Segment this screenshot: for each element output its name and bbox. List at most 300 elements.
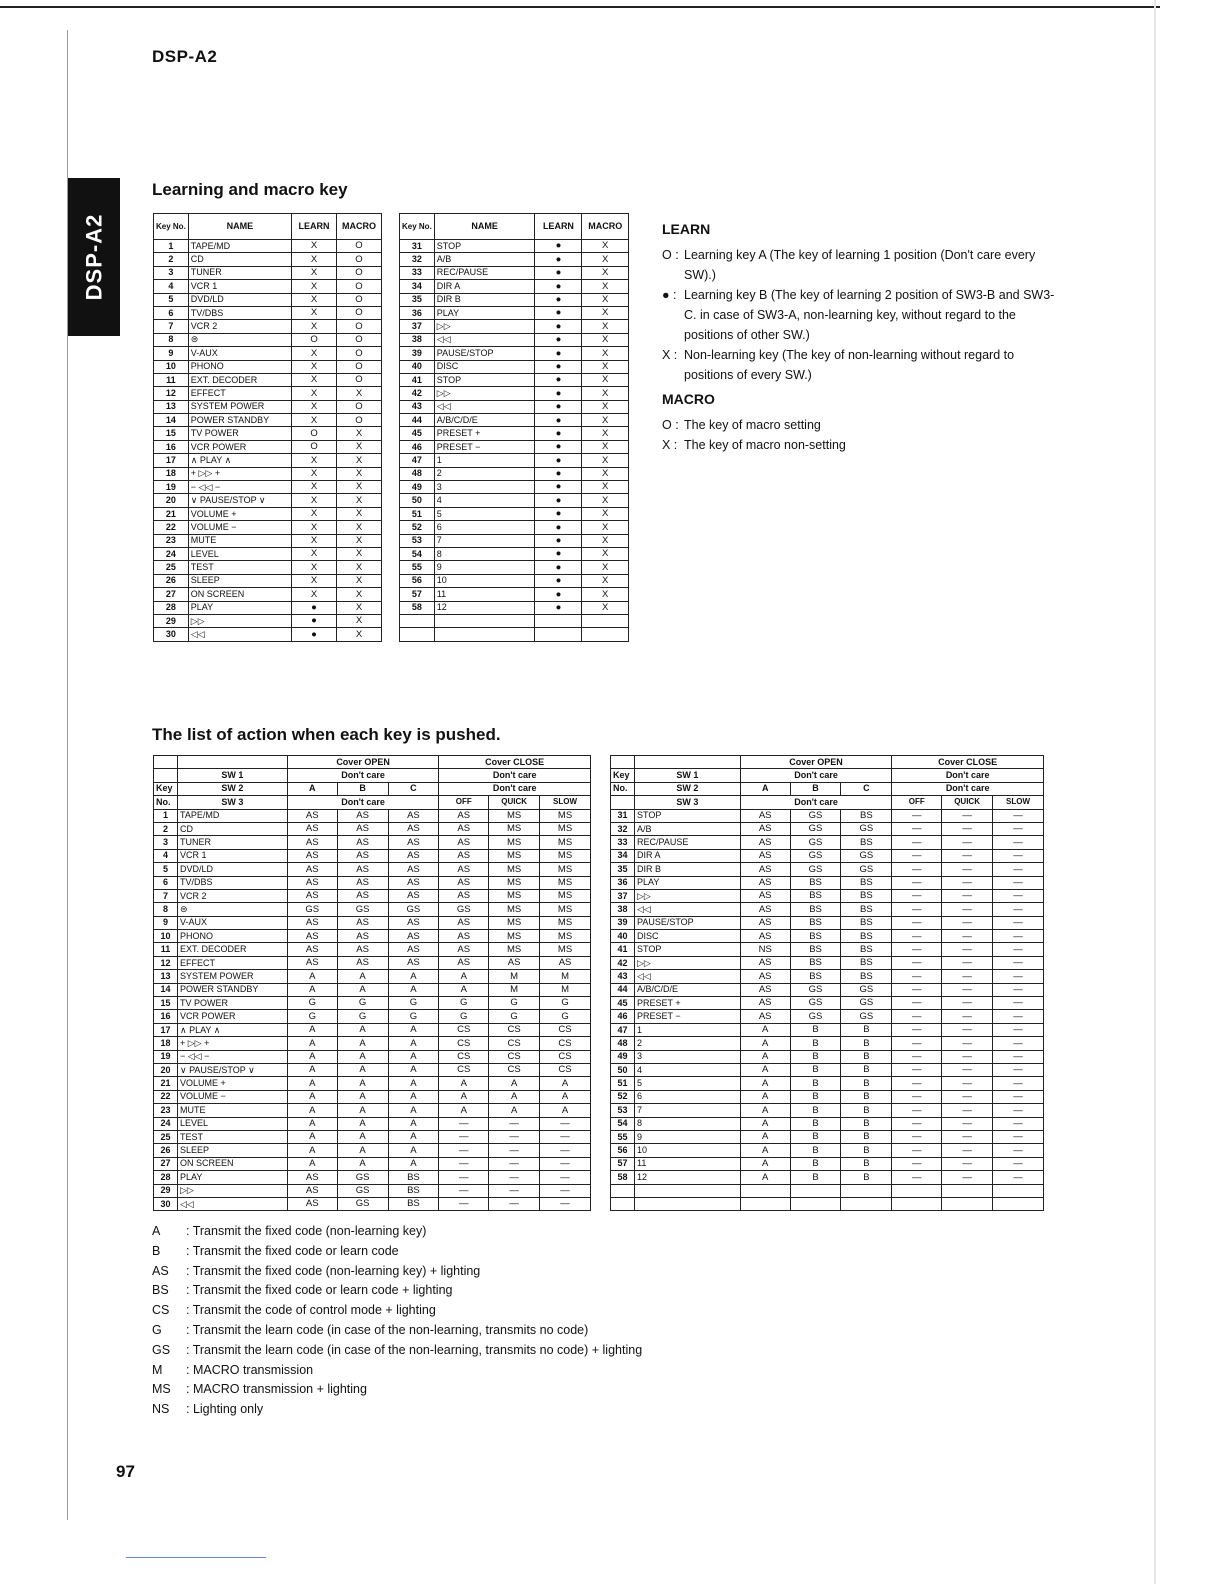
key-number-cell [611, 1197, 635, 1210]
value-cell: AS [287, 1197, 337, 1210]
key-number-cell: 33 [611, 836, 635, 849]
key-name-cell: VOLUME + [188, 507, 291, 520]
key-name-cell: STOP [434, 240, 535, 253]
col-quick: QUICK [489, 796, 540, 809]
value-cell: GS [790, 1010, 841, 1023]
table-row [611, 1090, 1044, 1103]
value-cell: G [287, 997, 337, 1010]
table-row [154, 849, 591, 862]
value-cell: BS [790, 970, 841, 983]
value-cell: G [489, 997, 540, 1010]
value-cell: A [287, 970, 337, 983]
value-cell: X [582, 494, 629, 507]
table-row [611, 1010, 1044, 1023]
value-cell: X [582, 240, 629, 253]
value-cell: X [337, 454, 382, 467]
col-slow: SLOW [993, 796, 1044, 809]
value-cell: BS [790, 916, 841, 929]
table-row [154, 903, 591, 916]
key-number-cell: 8 [154, 333, 189, 346]
sw2-label: SW 2 [634, 782, 740, 795]
key-name-cell: MUTE [177, 1104, 287, 1117]
key-name-cell: + ▷▷ + [177, 1037, 287, 1050]
value-cell: A [337, 1104, 388, 1117]
value-cell: A [439, 1104, 489, 1117]
value-cell: AS [388, 930, 439, 943]
value-cell: X [582, 280, 629, 293]
value-cell: MS [540, 849, 591, 862]
value-cell: X [292, 534, 337, 547]
value-cell: GS [841, 983, 892, 996]
value-cell: — [892, 956, 942, 969]
key-name-cell: CD [177, 822, 287, 835]
value-cell: — [540, 1117, 591, 1130]
value-cell [942, 1184, 993, 1197]
value-cell: GS [337, 1171, 388, 1184]
key-name-cell: STOP [634, 943, 740, 956]
legend-item: O : Learning key A (The key of learning 1 position (Don't care every SW).) [662, 248, 1036, 282]
value-cell: O [337, 293, 382, 306]
value-cell: — [892, 1144, 942, 1157]
key-number-cell: 13 [154, 970, 178, 983]
key-number-cell: 26 [154, 574, 189, 587]
value-cell: — [540, 1130, 591, 1143]
value-cell: AS [287, 876, 337, 889]
value-cell: — [892, 822, 942, 835]
value-cell: A [740, 1144, 790, 1157]
value-cell: — [993, 956, 1044, 969]
key-number-cell: 37 [611, 889, 635, 902]
value-cell: A [337, 1117, 388, 1130]
value-cell: ● [535, 454, 582, 467]
value-cell: O [292, 333, 337, 346]
key-name-cell: A/B [634, 822, 740, 835]
value-cell: — [892, 1063, 942, 1076]
value-cell: MS [540, 903, 591, 916]
key-number-cell: 27 [154, 1157, 178, 1170]
value-cell: AS [740, 836, 790, 849]
value-cell [535, 614, 582, 627]
key-name-cell: TV POWER [177, 997, 287, 1010]
key-number-cell: 52 [611, 1090, 635, 1103]
value-cell: A [388, 1130, 439, 1143]
value-cell: X [582, 266, 629, 279]
legend-item: X : The key of macro non-setting [662, 438, 846, 452]
table-row [611, 1037, 1044, 1050]
key-name-cell: 1 [634, 1023, 740, 1036]
value-cell: B [790, 1104, 841, 1117]
value-cell: — [942, 1104, 993, 1117]
key-name-cell: TAPE/MD [177, 809, 287, 822]
key-number-cell: 39 [611, 916, 635, 929]
value-cell: — [892, 863, 942, 876]
value-cell: AS [439, 876, 489, 889]
table-row [611, 889, 1044, 902]
value-cell: — [892, 836, 942, 849]
key-name-cell: TAPE/MD [188, 240, 291, 253]
value-cell: X [337, 628, 382, 641]
value-cell: — [942, 1077, 993, 1090]
key-number-cell: 44 [400, 414, 435, 427]
key-name-cell: ▷▷ [434, 387, 535, 400]
key-name-cell: PLAY [177, 1171, 287, 1184]
value-cell: BS [388, 1197, 439, 1210]
key-name-cell: EFFECT [177, 956, 287, 969]
key-number-cell: 47 [611, 1023, 635, 1036]
value-cell: X [292, 280, 337, 293]
table-row [400, 414, 629, 427]
value-cell: A [337, 1157, 388, 1170]
value-cell: BS [841, 876, 892, 889]
key-number-cell: 28 [154, 1171, 178, 1184]
value-cell: MS [489, 863, 540, 876]
key-name-cell: 8 [434, 547, 535, 560]
value-cell: X [582, 601, 629, 614]
value-cell: GS [337, 1184, 388, 1197]
sw3-label: SW 3 [634, 796, 740, 809]
value-cell: ● [535, 280, 582, 293]
value-cell: — [993, 1130, 1044, 1143]
key-number-cell: 42 [400, 387, 435, 400]
value-cell: — [993, 822, 1044, 835]
value-cell: MS [489, 836, 540, 849]
value-cell: AS [337, 943, 388, 956]
value-cell [582, 614, 629, 627]
table-row [154, 943, 591, 956]
key-name-cell: ▷▷ [177, 1184, 287, 1197]
value-cell: — [892, 1157, 942, 1170]
value-cell: BS [841, 836, 892, 849]
key-number-cell: 34 [400, 280, 435, 293]
value-cell: AS [388, 876, 439, 889]
key-name-cell: 5 [434, 507, 535, 520]
value-cell: AS [740, 1010, 790, 1023]
value-cell: A [439, 983, 489, 996]
key-number-cell: 1 [154, 809, 178, 822]
abbr-item: NS : Lighting only [152, 1402, 264, 1417]
value-cell: — [892, 943, 942, 956]
value-cell: — [993, 970, 1044, 983]
key-name-cell: TV/DBS [188, 306, 291, 319]
value-cell: MS [540, 876, 591, 889]
abbr-item: BS : Transmit the fixed code or learn code + lighting [152, 1283, 453, 1298]
value-cell: X [582, 306, 629, 319]
key-name-cell: SLEEP [177, 1144, 287, 1157]
side-tab-label: DSP-A2 [81, 213, 106, 301]
table-row [400, 240, 629, 253]
col-c: C [841, 782, 892, 795]
value-cell: X [337, 534, 382, 547]
table-row [154, 360, 382, 373]
value-cell: A [740, 1077, 790, 1090]
value-cell: A [740, 1023, 790, 1036]
value-cell: — [439, 1144, 489, 1157]
value-cell: — [942, 1023, 993, 1036]
value-cell [942, 1197, 993, 1210]
value-cell: A [388, 1023, 439, 1036]
key-number-cell [400, 614, 435, 627]
value-cell: — [942, 889, 993, 902]
key-number-cell: 10 [154, 360, 189, 373]
table-row [154, 930, 591, 943]
key-name-cell: ◁◁ [434, 333, 535, 346]
key-name-cell: ON SCREEN [188, 588, 291, 601]
value-cell: — [439, 1197, 489, 1210]
key-name-cell: CD [188, 253, 291, 266]
key-name-cell: POWER STANDBY [177, 983, 287, 996]
value-cell: AS [287, 1184, 337, 1197]
key-name-cell: ∨ PAUSE/STOP ∨ [177, 1063, 287, 1076]
value-cell [841, 1197, 892, 1210]
value-cell: B [841, 1104, 892, 1117]
value-cell: BS [790, 903, 841, 916]
key-number-cell: 17 [154, 1023, 178, 1036]
key-number-cell: 8 [154, 903, 178, 916]
key-name-cell: LEVEL [188, 547, 291, 560]
value-cell: — [540, 1157, 591, 1170]
table-row [611, 1117, 1044, 1130]
learning-table-left [153, 213, 382, 642]
key-name-cell: PHONO [188, 360, 291, 373]
key-number-cell: 29 [154, 614, 189, 627]
col-key-no: Key No. [154, 214, 189, 240]
value-cell: — [993, 943, 1044, 956]
value-cell: — [489, 1130, 540, 1143]
value-cell: — [439, 1117, 489, 1130]
value-cell: A [337, 1063, 388, 1076]
value-cell: O [337, 240, 382, 253]
key-number-cell: 41 [400, 373, 435, 386]
value-cell: ● [535, 481, 582, 494]
key-number-cell: 16 [154, 440, 189, 453]
value-cell: X [337, 547, 382, 560]
key-number-cell: 25 [154, 1130, 178, 1143]
value-cell: MS [489, 916, 540, 929]
value-cell: — [993, 836, 1044, 849]
col-name: NAME [434, 214, 535, 240]
value-cell: A [287, 1104, 337, 1117]
key-name-cell: DVD/LD [188, 293, 291, 306]
action-table-left [153, 755, 591, 1211]
col-macro: MACRO [582, 214, 629, 240]
key-number-cell: 38 [400, 333, 435, 346]
key-name-cell: A/B [434, 253, 535, 266]
table-row [154, 347, 382, 360]
col-off: OFF [439, 796, 489, 809]
key-name-cell: TUNER [177, 836, 287, 849]
value-cell: — [942, 1171, 993, 1184]
value-cell: — [892, 1050, 942, 1063]
value-cell: B [841, 1171, 892, 1184]
value-cell: ● [535, 494, 582, 507]
key-name-cell: VOLUME − [188, 521, 291, 534]
value-cell: X [292, 387, 337, 400]
table-row [400, 360, 629, 373]
table-row [154, 440, 382, 453]
value-cell: AS [337, 930, 388, 943]
value-cell: X [292, 360, 337, 373]
key-number-cell: 30 [154, 1197, 178, 1210]
key-name-cell: 10 [634, 1144, 740, 1157]
key-number-cell: 1 [154, 240, 189, 253]
key-name-cell: ◁◁ [434, 400, 535, 413]
key-label: Key [611, 769, 635, 782]
value-cell: MS [540, 943, 591, 956]
value-cell: — [489, 1117, 540, 1130]
footer-rule [126, 1557, 266, 1558]
key-number-cell: 18 [154, 467, 189, 480]
key-number-cell: 43 [400, 400, 435, 413]
key-number-cell: 24 [154, 547, 189, 560]
value-cell: — [892, 903, 942, 916]
key-number-cell: 58 [400, 601, 435, 614]
value-cell: — [942, 997, 993, 1010]
table-row [154, 333, 382, 346]
legend-item: O : The key of macro setting [662, 418, 821, 432]
value-cell: B [841, 1090, 892, 1103]
value-cell: X [582, 414, 629, 427]
value-cell: A [740, 1171, 790, 1184]
key-name-cell: VOLUME + [177, 1077, 287, 1090]
value-cell: A [740, 1130, 790, 1143]
value-cell: — [892, 930, 942, 943]
value-cell: — [942, 836, 993, 849]
value-cell: AS [740, 863, 790, 876]
value-cell: ● [535, 400, 582, 413]
value-cell: — [993, 997, 1044, 1010]
value-cell: O [337, 414, 382, 427]
value-cell: BS [841, 889, 892, 902]
key-number-cell: 2 [154, 253, 189, 266]
table-row [400, 574, 629, 587]
key-number-cell: 27 [154, 588, 189, 601]
value-cell: X [292, 253, 337, 266]
value-cell: ● [535, 467, 582, 480]
value-cell: B [841, 1023, 892, 1036]
key-number-cell: 54 [400, 547, 435, 560]
value-cell [535, 628, 582, 641]
table-row [154, 481, 382, 494]
value-cell: A [287, 1063, 337, 1076]
col-a: A [287, 782, 337, 795]
value-cell: A [337, 1130, 388, 1143]
key-name-cell: 3 [434, 481, 535, 494]
value-cell: X [582, 467, 629, 480]
value-cell: AS [388, 809, 439, 822]
col-b: B [337, 782, 388, 795]
abbr-item: AS : Transmit the fixed code (non-learning key) + lighting [152, 1263, 481, 1278]
value-cell: X [292, 494, 337, 507]
key-name-cell: PRESET − [434, 440, 535, 453]
table-row [611, 849, 1044, 862]
key-name-cell: VCR 1 [177, 849, 287, 862]
value-cell: B [841, 1157, 892, 1170]
table-row [154, 574, 382, 587]
value-cell: ● [535, 588, 582, 601]
key-name-cell: 6 [634, 1090, 740, 1103]
value-cell: X [337, 494, 382, 507]
table-row [400, 454, 629, 467]
value-cell: A [337, 983, 388, 996]
value-cell: A [388, 1090, 439, 1103]
value-cell: AS [740, 903, 790, 916]
table-row [400, 588, 629, 601]
table-row [400, 628, 629, 641]
key-name-cell: A/B/C/D/E [434, 414, 535, 427]
value-cell: MS [489, 889, 540, 902]
key-name-cell: 2 [634, 1037, 740, 1050]
table-row [611, 1063, 1044, 1076]
key-number-cell: 30 [154, 628, 189, 641]
table-row [400, 387, 629, 400]
table-row [154, 467, 382, 480]
dont-care: Don't care [287, 769, 438, 782]
value-cell: A [439, 970, 489, 983]
key-name-cell: 1 [434, 454, 535, 467]
key-number-cell: 57 [400, 588, 435, 601]
value-cell: A [740, 1037, 790, 1050]
table-row [154, 1104, 591, 1117]
key-number-cell: 36 [400, 306, 435, 319]
value-cell: — [892, 876, 942, 889]
value-cell: A [337, 1023, 388, 1036]
key-number-cell: 13 [154, 400, 189, 413]
value-cell: ● [535, 547, 582, 560]
value-cell: AS [287, 1171, 337, 1184]
value-cell: G [439, 997, 489, 1010]
key-number-cell: 15 [154, 427, 189, 440]
value-cell: — [892, 1117, 942, 1130]
value-cell: — [942, 1144, 993, 1157]
table-row [154, 266, 382, 279]
value-cell: O [337, 306, 382, 319]
value-cell: G [388, 1010, 439, 1023]
value-cell: X [337, 467, 382, 480]
key-number-cell: 10 [154, 930, 178, 943]
value-cell: B [841, 1077, 892, 1090]
table-row [154, 1010, 591, 1023]
value-cell: A [287, 1144, 337, 1157]
value-cell: — [892, 970, 942, 983]
value-cell: — [942, 1157, 993, 1170]
value-cell: ● [535, 320, 582, 333]
value-cell: GS [790, 997, 841, 1010]
value-cell: X [337, 574, 382, 587]
key-number-cell: 20 [154, 494, 189, 507]
value-cell: X [582, 427, 629, 440]
value-cell: — [993, 889, 1044, 902]
table-row [400, 266, 629, 279]
value-cell: X [582, 347, 629, 360]
key-name-cell: V-AUX [188, 347, 291, 360]
value-cell: — [942, 956, 993, 969]
value-cell: AS [439, 809, 489, 822]
value-cell: GS [841, 997, 892, 1010]
table-row [154, 601, 382, 614]
table-row [400, 373, 629, 386]
table-row [611, 1144, 1044, 1157]
table-row [611, 1171, 1044, 1184]
key-number-cell: 56 [400, 574, 435, 587]
value-cell: — [942, 983, 993, 996]
sw1-label: SW 1 [177, 769, 287, 782]
col-slow: SLOW [540, 796, 591, 809]
value-cell: AS [439, 849, 489, 862]
value-cell: X [582, 360, 629, 373]
value-cell: AS [337, 889, 388, 902]
model-header: DSP-A2 [152, 47, 218, 66]
value-cell: BS [790, 956, 841, 969]
